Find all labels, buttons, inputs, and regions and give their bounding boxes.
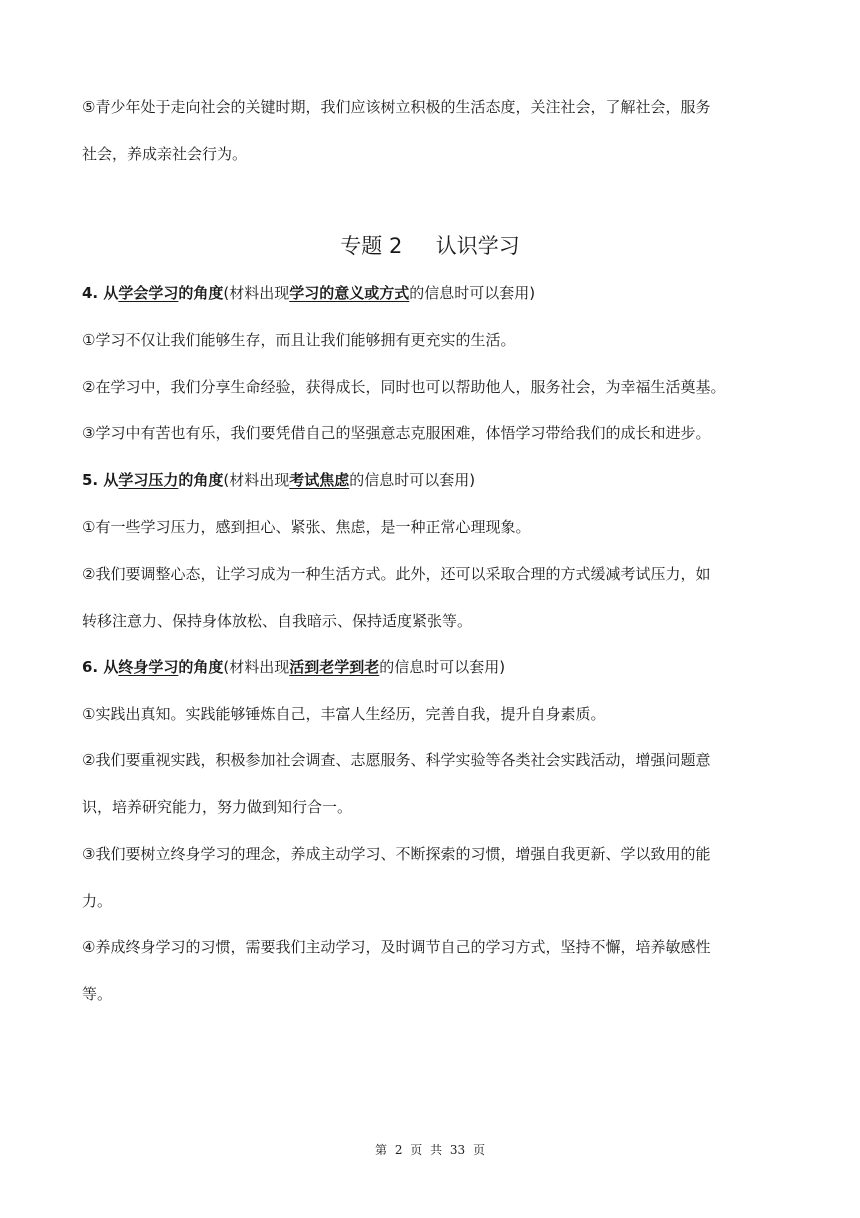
heading-6-num: 6. 从 xyxy=(82,658,119,676)
heading-4-note-pre: (材料出现 xyxy=(223,284,290,302)
para-6-7: 等。 xyxy=(82,985,113,1003)
heading-4-note-key: 学习的意义或方式 xyxy=(289,284,410,302)
heading-5-num: 5. 从 xyxy=(82,471,119,489)
para-6-4: ③我们要树立终身学习的理念，养成主动学习、不断探索的习惯，增强自我更新、学以致用的能 xyxy=(82,845,711,863)
intro-line-2: 社会，养成亲社会行为。 xyxy=(82,145,248,163)
page-number-footer: 第 2 页 共 33 页 xyxy=(375,1143,485,1157)
heading-6-note-key: 活到老学到老 xyxy=(289,658,380,676)
heading-4-note-post: 的信息时可以套用) xyxy=(409,284,536,302)
heading-5-note-pre: (材料出现 xyxy=(223,471,290,489)
heading-5-note-key: 考试焦虑 xyxy=(289,471,350,489)
section-title: 专题 2 认识学习 xyxy=(340,234,520,258)
heading-4-key: 学会学习 xyxy=(118,284,179,302)
para-6-3: 识，培养研究能力，努力做到知行合一。 xyxy=(82,798,353,816)
heading-5-note-post: 的信息时可以套用) xyxy=(349,471,476,489)
heading-4-num: 4. 从 xyxy=(82,284,119,302)
heading-6-note-pre: (材料出现 xyxy=(223,658,290,676)
para-6-1: ①实践出真知。实践能够锤炼自己，丰富人生经历，完善自我，提升自身素质。 xyxy=(82,705,606,723)
para-4-1: ①学习不仅让我们能够生存，而且让我们能够拥有更充实的生活。 xyxy=(82,331,516,349)
para-6-5: 力。 xyxy=(82,892,113,910)
para-4-3: ③学习中有苦也有乐，我们要凭借自己的坚强意志克服困难，体悟学习带给我们的成长和进步。 xyxy=(82,424,711,442)
heading-5-tail: 的角度 xyxy=(178,471,224,489)
intro-line-1: ⑤青少年处于走向社会的关键时期，我们应该树立积极的生活态度，关注社会，了解社会，服务 xyxy=(82,98,711,116)
heading-4 xyxy=(82,283,782,303)
heading-5 xyxy=(82,470,782,490)
heading-6 xyxy=(82,657,782,677)
para-4-2: ②在学习中，我们分享生命经验，获得成长，同时也可以帮助他人，服务社会，为幸福生活奠基。 xyxy=(82,378,726,396)
heading-6-key: 终身学习 xyxy=(118,658,179,676)
heading-6-note-post: 的信息时可以套用) xyxy=(379,658,506,676)
para-5-3: 转移注意力、保持身体放松、自我暗示、保持适度紧张等。 xyxy=(82,612,473,630)
para-5-2: ②我们要调整心态，让学习成为一种生活方式。此外，还可以采取合理的方式缓减考试压力，如 xyxy=(82,565,711,583)
heading-6-tail: 的角度 xyxy=(178,658,224,676)
heading-4-tail: 的角度 xyxy=(178,284,224,302)
heading-5-key: 学习压力 xyxy=(118,471,179,489)
para-6-2: ②我们要重视实践，积极参加社会调查、志愿服务、科学实验等各类社会实践活动，增强问题意 xyxy=(82,751,711,769)
para-5-1: ①有一些学习压力，感到担心、紧张、焦虑，是一种正常心理现象。 xyxy=(82,518,531,536)
para-6-6: ④养成终身学习的习惯，需要我们主动学习，及时调节自己的学习方式，坚持不懈，培养敏感性 xyxy=(82,938,711,956)
